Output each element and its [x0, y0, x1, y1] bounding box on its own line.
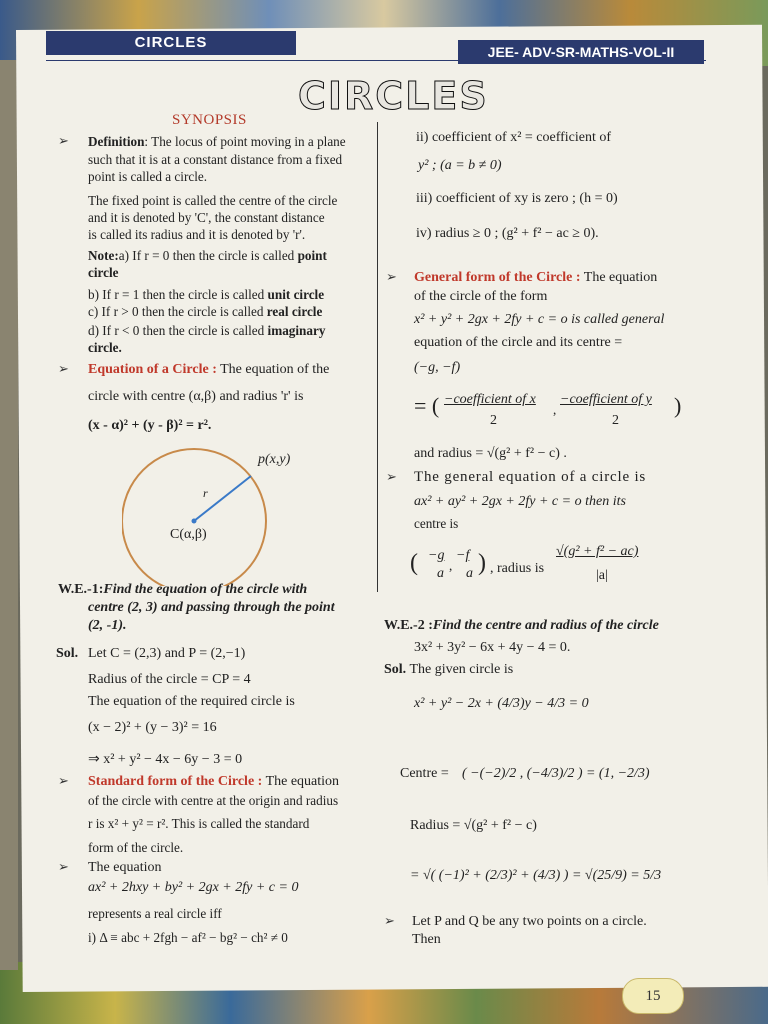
gen-eq-formula: ax² + 2hxy + by² + 2gx + 2fy + c = 0	[88, 880, 299, 895]
note-a: Note:a) If r = 0 then the circle is called point	[88, 248, 327, 263]
bullet-arrow-icon: ➢	[58, 860, 69, 875]
bullet-arrow-icon: ➢	[58, 774, 69, 789]
we2-sol-equation: x² + y² − 2x + (4/3)y − 4/3 = 0	[414, 696, 589, 711]
centre-fraction-x-den: 2	[490, 413, 497, 428]
gen2-centre-g: −g	[428, 548, 445, 563]
fixed-point-line-2: and it is denoted by 'C', the constant distance	[88, 210, 325, 225]
diagram-centre-label: C(α,β)	[170, 527, 207, 542]
circle-equation-formula: (x - α)² + (y - β)² = r².	[88, 418, 212, 433]
bullet-arrow-icon: ➢	[386, 270, 397, 285]
bullet-arrow-icon: ➢	[386, 470, 397, 485]
we1-line-3: (2, -1).	[88, 618, 127, 633]
we2-radius-label: Radius = √(g² + f² − c)	[410, 818, 537, 833]
page-title: CIRCLES	[298, 74, 489, 118]
general-form-centre: (−g, −f)	[414, 360, 461, 375]
header-rule	[46, 60, 706, 61]
we1-sol-2: Radius of the circle = CP = 4	[88, 672, 251, 687]
chapter-header: CIRCLES	[46, 31, 296, 55]
note-c: c) If r > 0 then the circle is called real circle	[88, 304, 323, 319]
we1-sol-1: Let C = (2,3) and P = (2,−1)	[88, 646, 246, 661]
standard-form-line-4: form of the circle.	[88, 840, 184, 855]
cond-ii-line-2: y² ; (a = b ≠ 0)	[418, 158, 502, 173]
diagram-point-label: p(x,y)	[258, 452, 291, 467]
standard-form-line-3: r is x² + y² = r². This is called the standard	[88, 816, 310, 831]
we2-line-1: W.E.-2 :Find the centre and radius of the circle	[384, 618, 659, 633]
centre-fraction-open: = (	[414, 393, 440, 418]
last-line-1: Let P and Q be any two points on a circle.	[412, 914, 647, 929]
centre-fraction-x-num: −coefficient of x	[444, 392, 536, 407]
we1-line-1: W.E.-1:Find the equation of the circle with	[58, 582, 308, 597]
gen2-radius-den: |a|	[596, 568, 608, 583]
diagram-radius-label: r	[203, 486, 208, 500]
definition-line-3: point is called a circle.	[88, 169, 208, 184]
note-d: d) If r < 0 then the circle is called imaginary	[88, 323, 326, 338]
background-left-edge	[0, 60, 18, 970]
note-a-cont: circle	[88, 265, 119, 280]
cond-iii: iii) coefficient of xy is zero ; (h = 0)	[416, 191, 618, 206]
gen2-centre-f: −f	[456, 548, 470, 563]
bullet-arrow-icon: ➢	[384, 914, 395, 929]
centre-fraction-comma: ,	[553, 402, 557, 417]
note-b: b) If r = 1 then the circle is called unit circle	[88, 287, 325, 302]
column-divider	[377, 122, 378, 592]
general-eq2-line-3: centre is	[414, 516, 459, 531]
cond-ii-line-1: ii) coefficient of x² = coefficient of	[416, 130, 612, 145]
we1-line-2: centre (2, 3) and passing through the point	[88, 600, 335, 615]
fixed-point-line-1: The fixed point is called the centre of the circle	[88, 193, 338, 208]
gen2-centre-close: )	[478, 550, 486, 576]
standard-form-heading: Standard form of the Circle : The equation	[88, 774, 340, 789]
bullet-arrow-icon: ➢	[58, 134, 69, 149]
last-line-2: Then	[412, 932, 441, 947]
circle-outline	[122, 449, 266, 586]
general-form-line-4: equation of the circle and its centre =	[414, 335, 623, 350]
definition-line-1: Definition: The locus of point moving in a plane	[88, 134, 346, 149]
general-form-line-3: x² + y² + 2gx + 2fy + c = o is called general	[414, 312, 665, 327]
centre-fraction-close: )	[674, 393, 682, 418]
series-header: JEE- ADV-SR-MATHS-VOL-II	[458, 40, 704, 64]
we1-sol-3: The equation of the required circle is	[88, 694, 295, 709]
equation-of-circle-text: circle with centre (α,β) and radius 'r' is	[88, 389, 304, 404]
equation-of-circle-heading: Equation of a Circle : The equation of the	[88, 362, 330, 377]
we2-line-2: 3x² + 3y² − 6x + 4y − 4 = 0.	[414, 640, 571, 655]
note-d-cont: circle.	[88, 340, 122, 355]
gen-eq-label: The equation	[88, 860, 162, 875]
we2-centre-value: ( −(−2)/2 , (−4/3)/2 ) = (1, −2/3)	[462, 766, 650, 781]
gen2-centre-a2: a	[466, 566, 473, 581]
general-form-line-2: of the circle of the form	[414, 289, 548, 304]
definition-line-2: such that it is at a constant distance from a fixed	[88, 152, 343, 167]
we1-sol-5: ⇒ x² + y² − 4x − 6y − 3 = 0	[88, 752, 243, 767]
page-number: 15	[622, 978, 684, 1014]
radius-formula: and radius = √(g² + f² − c) .	[414, 446, 567, 461]
gen-eq-condition-i: i) Δ ≡ abc + 2fgh − af² − bg² − ch² ≠ 0	[88, 930, 288, 945]
general-eq2-line-2: ax² + ay² + 2gx + 2fy + c = o then its	[414, 494, 626, 509]
fixed-point-line-3: is called its radius and it is denoted by 'r'.	[88, 227, 306, 242]
bullet-arrow-icon: ➢	[58, 362, 69, 377]
we1-sol-4: (x − 2)² + (y − 3)² = 16	[88, 720, 217, 735]
general-form-heading: General form of the Circle : The equation	[414, 270, 658, 285]
gen2-radius-num: √(g² + f² − ac)	[556, 544, 639, 559]
centre-fraction-y-den: 2	[612, 413, 619, 428]
gen2-centre-comma: ,	[449, 558, 453, 573]
gen2-radius-label: , radius is	[490, 561, 545, 576]
we2-radius-value: = √( (−1)² + (2/3)² + (4/3) ) = √(25/9) = 5/3	[410, 868, 662, 883]
we2-sol-line: Sol. The given circle is	[384, 662, 514, 677]
standard-form-line-2: of the circle with centre at the origin and radius	[88, 793, 339, 808]
gen-eq-line-2: represents a real circle iff	[88, 906, 222, 921]
general-eq2-line-1: The general equation of a circle is	[414, 469, 647, 485]
cond-iv: iv) radius ≥ 0 ; (g² + f² − ac ≥ 0).	[416, 226, 599, 241]
synopsis-heading: SYNOPSIS	[172, 112, 247, 128]
centre-dot	[192, 519, 197, 524]
gen2-centre-a1: a	[437, 566, 444, 581]
gen2-centre-open: (	[410, 550, 418, 576]
we1-sol-label: Sol.	[56, 646, 79, 661]
centre-fraction-y-num: −coefficient of y	[560, 392, 652, 407]
we2-centre-label: Centre =	[400, 766, 449, 781]
